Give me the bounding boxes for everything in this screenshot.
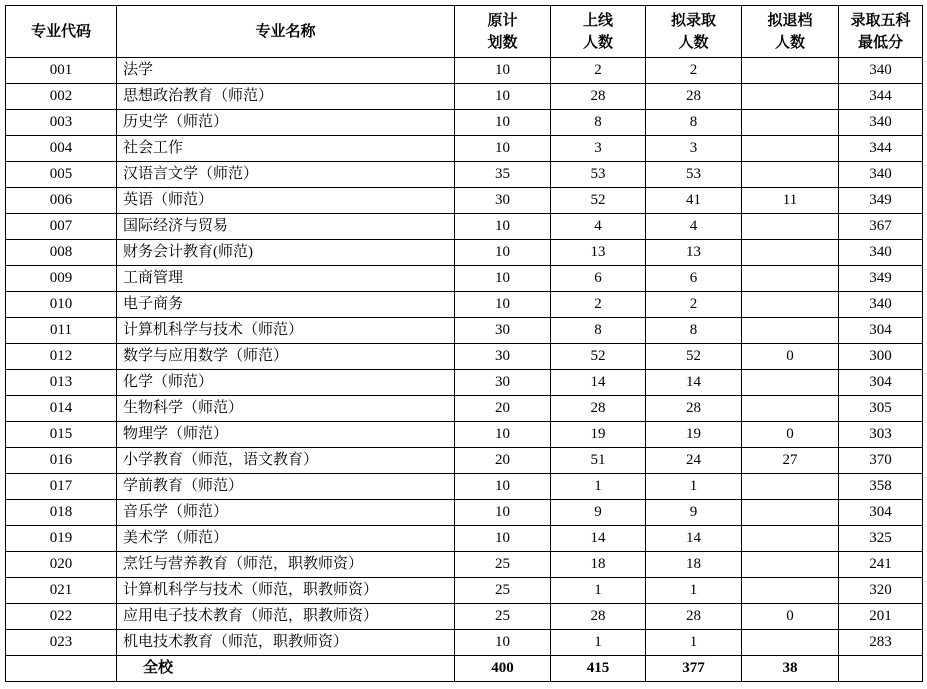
cell-online: 51 [551, 448, 646, 474]
cell-withdraw [742, 630, 839, 656]
header-online-line1: 上线 [582, 12, 613, 29]
cell-code: 020 [6, 552, 117, 578]
table-row [6, 240, 923, 266]
cell-online: 2 [551, 58, 646, 84]
total-cell-online: 415 [551, 656, 646, 682]
header-plan [455, 6, 551, 58]
cell-name: 美术学（师范） [117, 526, 455, 552]
cell-plan: 10 [455, 474, 551, 500]
cell-min-score: 201 [839, 604, 923, 630]
cell-name: 思想政治教育（师范） [117, 84, 455, 110]
cell-name: 烹饪与营养教育（师范，职教师资） [117, 552, 455, 578]
cell-withdraw: 11 [742, 188, 839, 214]
table-body [6, 58, 923, 682]
cell-name: 应用电子技术教育（师范，职教师资） [117, 604, 455, 630]
cell-withdraw [742, 526, 839, 552]
cell-code: 018 [6, 500, 117, 526]
cell-code: 005 [6, 162, 117, 188]
table-row [6, 500, 923, 526]
cell-withdraw [742, 162, 839, 188]
cell-min-score: 305 [839, 396, 923, 422]
cell-min-score: 340 [839, 292, 923, 318]
cell-admit: 6 [646, 266, 742, 292]
cell-plan: 20 [455, 396, 551, 422]
table-row [6, 188, 923, 214]
table-row [6, 630, 923, 656]
cell-admit: 28 [646, 604, 742, 630]
total-cell-withdraw: 38 [742, 656, 839, 682]
cell-admit: 8 [646, 110, 742, 136]
cell-admit: 53 [646, 162, 742, 188]
cell-name: 音乐学（师范） [117, 500, 455, 526]
cell-plan: 30 [455, 370, 551, 396]
cell-min-score: 303 [839, 422, 923, 448]
header-min-line1: 录取五科 [850, 12, 911, 29]
cell-name: 国际经济与贸易 [117, 214, 455, 240]
cell-name: 计算机科学与技术（师范，职教师资） [117, 578, 455, 604]
cell-min-score: 340 [839, 110, 923, 136]
table-row [6, 162, 923, 188]
cell-min-score: 349 [839, 188, 923, 214]
cell-online: 4 [551, 214, 646, 240]
cell-min-score: 300 [839, 344, 923, 370]
cell-withdraw [742, 214, 839, 240]
cell-code: 012 [6, 344, 117, 370]
header-online-line2: 人数 [582, 34, 613, 51]
cell-min-score: 340 [839, 162, 923, 188]
cell-withdraw [742, 370, 839, 396]
total-cell-code [6, 656, 117, 682]
cell-code: 023 [6, 630, 117, 656]
cell-plan: 25 [455, 552, 551, 578]
cell-admit: 52 [646, 344, 742, 370]
total-row [6, 656, 923, 682]
cell-withdraw [742, 240, 839, 266]
cell-name: 工商管理 [117, 266, 455, 292]
cell-admit: 18 [646, 552, 742, 578]
cell-withdraw: 0 [742, 422, 839, 448]
cell-online: 8 [551, 318, 646, 344]
cell-online: 14 [551, 526, 646, 552]
cell-plan: 25 [455, 604, 551, 630]
cell-admit: 2 [646, 292, 742, 318]
cell-withdraw: 27 [742, 448, 839, 474]
header-withdraw-line2: 人数 [774, 34, 805, 51]
cell-name: 电子商务 [117, 292, 455, 318]
table-row [6, 396, 923, 422]
cell-plan: 10 [455, 266, 551, 292]
cell-online: 8 [551, 110, 646, 136]
cell-admit: 28 [646, 396, 742, 422]
cell-plan: 35 [455, 162, 551, 188]
cell-plan: 25 [455, 578, 551, 604]
cell-withdraw [742, 552, 839, 578]
cell-code: 014 [6, 396, 117, 422]
cell-admit: 8 [646, 318, 742, 344]
cell-plan: 10 [455, 214, 551, 240]
cell-online: 1 [551, 474, 646, 500]
cell-min-score: 349 [839, 266, 923, 292]
cell-admit: 24 [646, 448, 742, 474]
cell-online: 3 [551, 136, 646, 162]
cell-admit: 1 [646, 474, 742, 500]
table-row [6, 318, 923, 344]
cell-name: 英语（师范） [117, 188, 455, 214]
cell-admit: 19 [646, 422, 742, 448]
cell-admit: 13 [646, 240, 742, 266]
cell-admit: 2 [646, 58, 742, 84]
total-cell-admit: 377 [646, 656, 742, 682]
cell-code: 021 [6, 578, 117, 604]
cell-plan: 10 [455, 292, 551, 318]
header-online [551, 6, 646, 58]
cell-online: 52 [551, 188, 646, 214]
header-min-line2: 最低分 [857, 34, 903, 51]
cell-admit: 28 [646, 84, 742, 110]
header-admit-line2: 人数 [678, 34, 709, 51]
cell-withdraw [742, 578, 839, 604]
table-row [6, 552, 923, 578]
cell-plan: 10 [455, 422, 551, 448]
cell-min-score: 344 [839, 84, 923, 110]
table-row [6, 604, 923, 630]
cell-name: 数学与应用数学（师范） [117, 344, 455, 370]
table-row [6, 58, 923, 84]
cell-withdraw [742, 318, 839, 344]
cell-plan: 20 [455, 448, 551, 474]
cell-admit: 41 [646, 188, 742, 214]
table-row [6, 292, 923, 318]
total-cell-min-score [839, 656, 923, 682]
cell-plan: 10 [455, 240, 551, 266]
cell-withdraw [742, 110, 839, 136]
table-row [6, 370, 923, 396]
cell-min-score: 304 [839, 318, 923, 344]
cell-code: 008 [6, 240, 117, 266]
cell-withdraw [742, 500, 839, 526]
header-withdraw-line1: 拟退档 [767, 12, 813, 29]
cell-plan: 10 [455, 58, 551, 84]
cell-plan: 30 [455, 318, 551, 344]
cell-code: 004 [6, 136, 117, 162]
cell-code: 003 [6, 110, 117, 136]
cell-withdraw [742, 474, 839, 500]
cell-admit: 14 [646, 526, 742, 552]
cell-plan: 30 [455, 344, 551, 370]
cell-online: 52 [551, 344, 646, 370]
header-row [6, 6, 923, 58]
cell-online: 18 [551, 552, 646, 578]
header-withdraw [742, 6, 839, 58]
cell-online: 2 [551, 292, 646, 318]
cell-withdraw: 0 [742, 604, 839, 630]
admission-table [5, 5, 923, 682]
table-row [6, 474, 923, 500]
header-code: 专业代码 [6, 6, 117, 58]
cell-plan: 10 [455, 500, 551, 526]
header-name: 专业名称 [117, 6, 455, 58]
cell-code: 013 [6, 370, 117, 396]
cell-code: 016 [6, 448, 117, 474]
cell-min-score: 340 [839, 240, 923, 266]
cell-online: 14 [551, 370, 646, 396]
header-admit [646, 6, 742, 58]
cell-name: 学前教育（师范） [117, 474, 455, 500]
cell-code: 015 [6, 422, 117, 448]
cell-code: 002 [6, 84, 117, 110]
cell-code: 019 [6, 526, 117, 552]
table-row [6, 448, 923, 474]
table-row [6, 578, 923, 604]
cell-name: 小学教育（师范，语文教育） [117, 448, 455, 474]
cell-plan: 10 [455, 526, 551, 552]
cell-online: 53 [551, 162, 646, 188]
total-cell-name: 全校 [117, 656, 455, 682]
cell-online: 28 [551, 604, 646, 630]
cell-min-score: 340 [839, 58, 923, 84]
cell-withdraw [742, 84, 839, 110]
cell-admit: 3 [646, 136, 742, 162]
table-row [6, 214, 923, 240]
cell-min-score: 241 [839, 552, 923, 578]
cell-online: 28 [551, 84, 646, 110]
cell-code: 011 [6, 318, 117, 344]
cell-online: 28 [551, 396, 646, 422]
cell-name: 计算机科学与技术（师范） [117, 318, 455, 344]
cell-admit: 14 [646, 370, 742, 396]
cell-code: 022 [6, 604, 117, 630]
header-plan-line2: 划数 [487, 34, 518, 51]
table-row [6, 526, 923, 552]
cell-admit: 1 [646, 630, 742, 656]
cell-min-score: 344 [839, 136, 923, 162]
cell-plan: 10 [455, 630, 551, 656]
cell-admit: 9 [646, 500, 742, 526]
cell-min-score: 358 [839, 474, 923, 500]
header-min-score [839, 6, 923, 58]
cell-withdraw [742, 292, 839, 318]
cell-plan: 30 [455, 188, 551, 214]
cell-name: 历史学（师范） [117, 110, 455, 136]
cell-min-score: 367 [839, 214, 923, 240]
cell-code: 017 [6, 474, 117, 500]
cell-min-score: 304 [839, 370, 923, 396]
cell-admit: 1 [646, 578, 742, 604]
cell-plan: 10 [455, 136, 551, 162]
header-plan-line1: 原计 [487, 12, 518, 29]
cell-name: 物理学（师范） [117, 422, 455, 448]
total-cell-plan: 400 [455, 656, 551, 682]
cell-online: 1 [551, 630, 646, 656]
cell-name: 财务会计教育(师范) [117, 240, 455, 266]
cell-withdraw [742, 136, 839, 162]
cell-withdraw: 0 [742, 344, 839, 370]
admission-table-container [5, 5, 923, 682]
cell-withdraw [742, 58, 839, 84]
cell-min-score: 320 [839, 578, 923, 604]
cell-name: 机电技术教育（师范，职教师资） [117, 630, 455, 656]
table-row [6, 344, 923, 370]
cell-online: 6 [551, 266, 646, 292]
table-row [6, 110, 923, 136]
table-row [6, 266, 923, 292]
cell-min-score: 370 [839, 448, 923, 474]
cell-name: 社会工作 [117, 136, 455, 162]
cell-code: 010 [6, 292, 117, 318]
table-row [6, 422, 923, 448]
cell-plan: 10 [455, 84, 551, 110]
cell-min-score: 304 [839, 500, 923, 526]
cell-name: 化学（师范） [117, 370, 455, 396]
cell-min-score: 325 [839, 526, 923, 552]
table-row [6, 84, 923, 110]
header-admit-line1: 拟录取 [670, 12, 716, 29]
cell-name: 汉语言文学（师范） [117, 162, 455, 188]
cell-online: 19 [551, 422, 646, 448]
cell-online: 9 [551, 500, 646, 526]
cell-code: 001 [6, 58, 117, 84]
cell-name: 生物科学（师范） [117, 396, 455, 422]
cell-code: 009 [6, 266, 117, 292]
cell-online: 13 [551, 240, 646, 266]
cell-name: 法学 [117, 58, 455, 84]
cell-min-score: 283 [839, 630, 923, 656]
cell-online: 1 [551, 578, 646, 604]
cell-withdraw [742, 266, 839, 292]
cell-plan: 10 [455, 110, 551, 136]
cell-code: 007 [6, 214, 117, 240]
table-row [6, 136, 923, 162]
cell-code: 006 [6, 188, 117, 214]
cell-withdraw [742, 396, 839, 422]
cell-admit: 4 [646, 214, 742, 240]
